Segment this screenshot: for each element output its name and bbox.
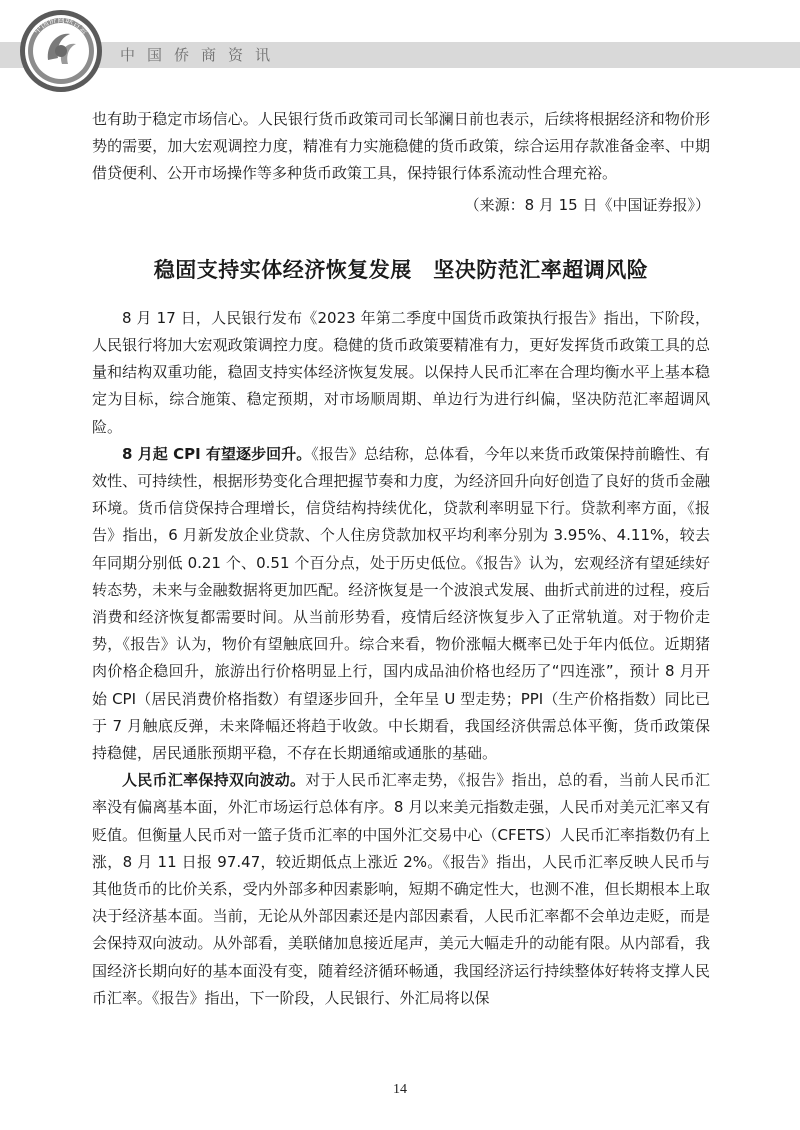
- article-title: 稳固支持实体经济恢复发展 坚决防范汇率超调风险: [153, 257, 649, 282]
- source-line: （来源：8 月 15 日《中国证券报》）: [464, 195, 710, 214]
- paragraph-2-text: 《报告》总结称，总体看，今年以来货币政策保持前瞻性、有效性、可持续性，根据形势变化合理把握节奏和力度，为经济回升向好创造了良好的货币金融环境。货币信贷保持合理增长，信贷结构持续优化，贷款利率明显下行。贷款利率方面，《报告》指出，6 月新发放企业贷款、个人住房贷款加权平均利率分别为 3.95%、4.11%，较去年同期分别低 0.21 个、0.51 个百分点，处于历史低位。《报告》认为，宏观经济有望延续好转态势，未来与金融数据将更加匹配。经济恢复是一个波浪式发展、曲折式前进的过程，疫后消费和经济恢复都需要时间。从当前形势看，疫情后经济恢复步入了正常轨道。对于物价走势，《报告》认为，物价有望触底回升。综合来看，物价涨幅大概率已处于年内低位。近期猪肉价格企稳回升，旅游出行价格明显上行，国内成品油价格也经历了“四连涨”，预计 8 月开始 CPI（居民消费价格指数）有望逐步回升，全年呈 U 型走势；PPI（生产价格指数）同比已于 7 月触底反弹，未来降幅还将趋于收敛。中长期看，我国经济供需总体平衡，货币政策保持稳健，居民通胀预期平稳，不存在长期通缩或通胀的基础。: [92, 444, 710, 763]
- paragraph-2-heading: 8 月起 CPI 有望逐步回升。: [122, 444, 312, 463]
- paragraph-3-text: 对于人民币汇率走势，《报告》指出，总的看，当前人民币汇率没有偏离基本面，外汇市场运行总体有序。8 月以来美元指数走强，人民币对美元汇率又有贬值。但衡量人民币对一篮子货币汇率的中国外汇交易中心（CFETS）人民币汇率指数仍有上涨，8 月 11 日报 97.47，较近期低点上涨近 2%。《报告》指出，人民币汇率反映人民币与其他货币的比价关系，受内外部多种因素影响，短期不确定性大，也测不准，但长期根本上取决于经济基本面。当前，无论从外部因素还是内部因素看，人民币汇率都不会单边走贬，而是会保持双向波动。从外部看，美联储加息接近尾声，美元大幅走升的动能有限。从内部看，我国经济长期向好的基本面没有变，随着经济循环畅通，我国经济运行持续整体好转将支撑人民币汇率。《报告》指出，下一阶段，人民银行、外汇局将以保: [92, 771, 710, 1007]
- logo-text: 中国侨商联合会: [31, 15, 91, 36]
- page-content: [92, 106, 710, 1012]
- logo: [18, 8, 104, 94]
- header-title: 中国侨商资讯: [120, 46, 283, 64]
- paragraph-3-heading: 人民币汇率保持双向波动。: [122, 771, 306, 790]
- article-paragraph-2: [92, 441, 710, 767]
- intro-paragraph: 也有助于稳定市场信心。人民银行货币政策司司长邹澜日前也表示，后续将根据经济和物价形势的需要，加大宏观调控力度，精准有力实施稳健的货币政策，综合运用存款准备金率、中期借贷便利、公开市场操作等多种货币政策工具，保持银行体系流动性合理充裕。: [92, 110, 710, 183]
- article-paragraph-1: 8 月 17 日，人民银行发布《2023 年第二季度中国货币政策执行报告》指出，下阶段，人民银行将加大宏观政策调控力度。稳健的货币政策要精准有力，更好发挥货币政策工具的总量和结构双重功能，稳固支持实体经济恢复发展。以保持人民币汇率在合理均衡水平上基本稳定为目标，综合施策、稳定预期，对市场顺周期、单边行为进行纠偏，坚决防范汇率超调风险。: [92, 308, 710, 436]
- article-paragraph-3: [92, 767, 710, 1012]
- page-number: 14: [393, 1082, 407, 1097]
